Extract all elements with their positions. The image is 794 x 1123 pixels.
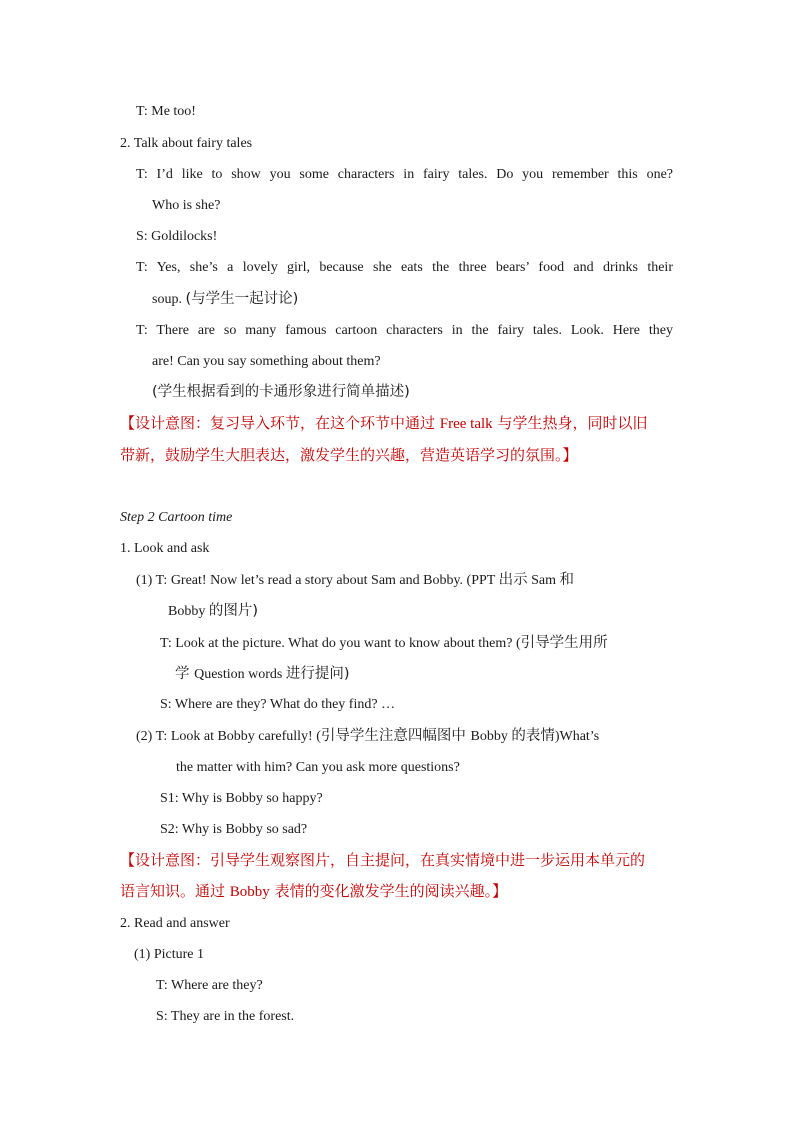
design-intent-text: Bobby [229, 884, 270, 900]
dialogue-line: T: Me too! [136, 104, 196, 119]
design-intent-text: 与学生热身，同时以旧 [492, 414, 648, 432]
dialogue-line: S2: Why is Bobby so sad? [160, 822, 308, 837]
dialogue-text: )What’s [554, 729, 600, 744]
dialogue-line: S: Goldilocks! [136, 229, 218, 244]
design-intent-note [120, 876, 680, 908]
dialogue-line: are! Can you say something about them? [152, 354, 381, 369]
dialogue-line [152, 289, 298, 310]
design-intent-text: 表情的变化激发学生的阅读兴趣。】 [269, 882, 508, 900]
step-title: Step 2 Cartoon time [120, 510, 233, 525]
teaching-note: 的图片) [208, 603, 259, 619]
dialogue-text: soup. [152, 292, 186, 307]
teaching-note: 和 [559, 572, 574, 588]
design-intent-text: Free talk [439, 416, 493, 432]
section-heading: 1. Look and ask [120, 541, 210, 556]
dialogue-line [168, 601, 258, 622]
section-heading: 2. Talk about fairy tales [120, 136, 253, 151]
teaching-note: 出示 [498, 572, 528, 588]
teaching-note: (学生根据看到的卡通形象进行简单描述) [152, 384, 410, 400]
section-heading: 2. Read and answer [120, 916, 230, 931]
dialogue-text: (2) T: Look at Bobby carefully! ( [136, 729, 321, 744]
dialogue-line: the matter with him? Can you ask more questions? [176, 760, 460, 775]
sub-heading: (1) Picture 1 [134, 947, 204, 962]
dialogue-text: Bobby [470, 729, 512, 744]
dialogue-text: Bobby [168, 604, 209, 619]
dialogue-line [136, 726, 599, 747]
design-intent-text: 语言知识。通过 [120, 882, 230, 900]
teaching-note: (与学生一起讨论) [185, 291, 299, 307]
teaching-note: 引导学生注意四幅图中 [320, 728, 471, 744]
design-intent-note: 带新，鼓励学生大胆表达，激发学生的兴趣，营造英语学习的氛围。】 [120, 446, 578, 464]
design-intent-note [120, 408, 680, 440]
dialogue-text: Sam [527, 573, 560, 588]
design-intent-text: 【设计意图：复习导入环节，在这个环节中通过 [120, 414, 440, 432]
dialogue-text: T: Look at the picture. What do you want to know about them? ( [160, 636, 521, 651]
dialogue-line: S1: Why is Bobby so happy? [160, 791, 323, 806]
dialogue-line: T: I’d like to show you some characters in fairy tales. Do you remember this one? [136, 167, 673, 182]
teaching-note: 学 [175, 666, 195, 682]
dialogue-line: T: Where are they? [156, 978, 263, 993]
dialogue-line: S: Where are they? What do they find? … [160, 697, 396, 712]
dialogue-line: T: There are so many famous cartoon characters in the fairy tales. Look. Here they [136, 323, 673, 338]
design-intent-note: 【设计意图：引导学生观察图片，自主提问，在真实情境中进一步运用本单元的 [120, 851, 646, 869]
teaching-note: 进行提问) [285, 666, 350, 682]
teaching-note: 的表情 [511, 728, 555, 744]
teaching-note: 引导学生用所 [520, 635, 608, 651]
dialogue-line: S: They are in the forest. [156, 1009, 295, 1024]
dialogue-text: Question words [194, 667, 286, 682]
dialogue-line: T: Yes, she’s a lovely girl, because she eats the three bears’ food and drinks their [136, 260, 673, 275]
dialogue-line: Who is she? [152, 198, 221, 213]
dialogue-line [175, 664, 350, 685]
dialogue-text: (1) T: Great! Now let’s read a story about Sam and Bobby. (PPT [136, 573, 499, 588]
dialogue-line [160, 633, 608, 654]
dialogue-line [136, 570, 673, 591]
